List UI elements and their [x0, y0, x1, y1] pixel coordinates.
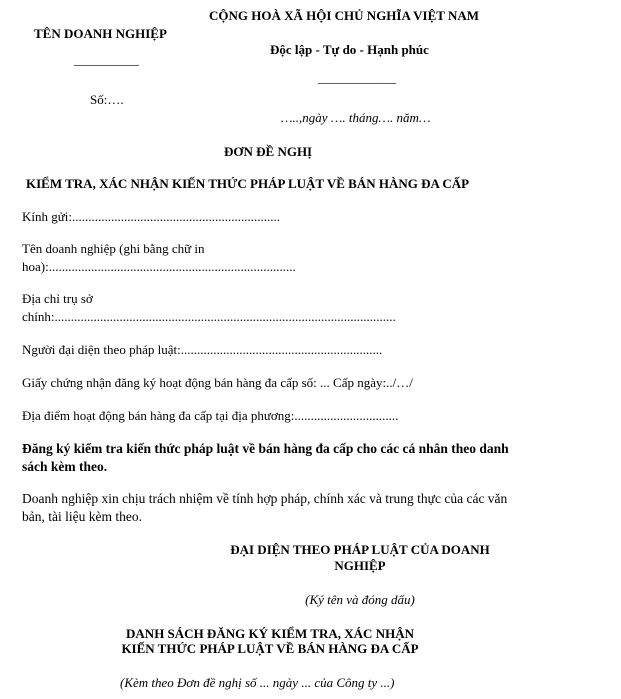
field-nguoi-dai-dien: Người đại diện theo pháp luật:.............................................................. — [22, 342, 383, 357]
date-line: …..,ngày …. tháng…. năm… — [281, 110, 431, 125]
nation-title: CỘNG HOÀ XÃ HỘI CHỦ NGHĨA VIỆT NAM — [209, 8, 480, 23]
company-underline: __________ — [74, 52, 139, 67]
field-dia-chi-line1: Địa chỉ trụ sở — [22, 291, 93, 306]
national-motto: Độc lập - Tự do - Hạnh phúc — [270, 42, 429, 57]
annex-title-line2: KIẾN THỨC PHÁP LUẬT VỀ BÁN HÀNG ĐA CẤP — [121, 641, 419, 656]
annex-title-line1: DANH SÁCH ĐĂNG KÝ KIỂM TRA, XÁC NHẬN — [126, 626, 414, 641]
field-dia-diem: Địa điểm hoạt động bán hàng đa cấp tại địa phương:................................ — [22, 408, 399, 423]
signature-note: (Ký tên và đóng dấu) — [305, 592, 415, 607]
field-dia-chi-line2: chính:......................................................................................................... — [22, 309, 396, 324]
document-number: Số:…. — [90, 92, 124, 107]
annex-note: (Kèm theo Đơn đề nghị số ... ngày ... của Công ty ...) — [120, 675, 395, 690]
field-giay-chung-nhan: Giấy chứng nhận đăng ký hoạt động bán hàng đa cấp số: ... Cấp ngày:../…/ — [22, 375, 413, 390]
commitment-paragraph: Doanh nghiệp xin chịu trách nhiệm về tính hợp pháp, chính xác và trung thực của các văn bản, tài liệu kèm theo. — [22, 491, 508, 524]
motto-underline: ____________ — [318, 70, 396, 85]
registration-paragraph: Đăng ký kiểm tra kiến thức pháp luật về bán hàng đa cấp cho các cá nhân theo danh sách kèm theo. — [22, 441, 509, 474]
document-title: ĐƠN ĐỀ NGHỊ — [224, 144, 313, 159]
document-subtitle: KIỂM TRA, XÁC NHẬN KIẾN THỨC PHÁP LUẬT VỀ BÁN HÀNG ĐA CẤP — [26, 176, 470, 191]
field-ten-doanh-nghiep-line2: hoa):............................................................................ — [22, 259, 296, 274]
signature-title-line2: NGHIỆP — [334, 558, 386, 573]
field-kinh-gui: Kính gửi:................................................................ — [22, 209, 281, 224]
signature-title-line1: ĐẠI DIỆN THEO PHÁP LUẬT CỦA DOANH — [230, 542, 490, 557]
company-name: TÊN DOANH NGHIỆP — [34, 26, 167, 41]
field-ten-doanh-nghiep-line1: Tên doanh nghiệp (ghi bằng chữ in — [22, 241, 205, 256]
